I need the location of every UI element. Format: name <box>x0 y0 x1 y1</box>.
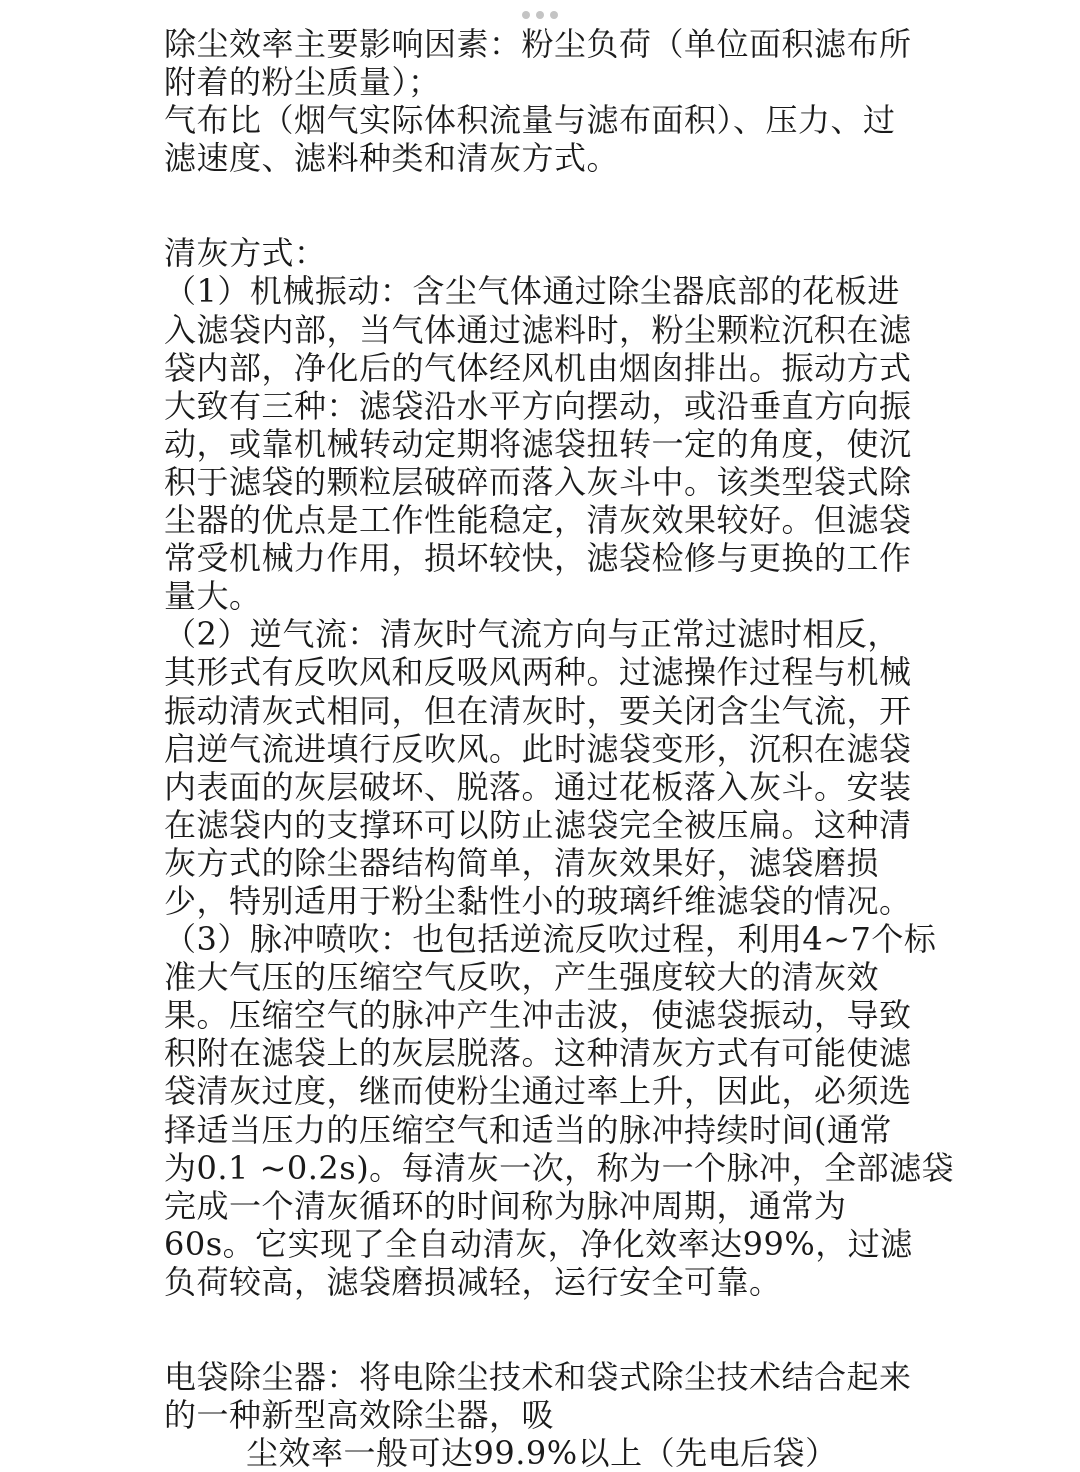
text-line: 在滤袋内的支撑环可以防止滤袋完全被压扁。这种清 <box>164 805 912 844</box>
paragraph-efficiency-factors <box>164 25 920 177</box>
text-line: 电袋除尘器：将电除尘技术和袋式除尘技术结合起来 <box>164 1358 912 1396</box>
text-line: 大致有三种：滤袋沿水平方向摆动，或沿垂直方向振 <box>164 386 912 425</box>
paragraph-mechanical-vibration <box>164 272 920 615</box>
document-body <box>164 25 955 1472</box>
text-line: 果。压缩空气的脉冲产生冲击波，使滤袋振动，导致 <box>164 996 912 1035</box>
text-line: （3）脉冲喷吹：也包括逆流反吹过程，利用4~7个标 <box>164 920 937 959</box>
paragraph-electrostatic-bag-filter <box>164 1358 920 1472</box>
text-line: 除尘效率主要影响因素：粉尘负荷（单位面积滤布所 <box>164 25 912 63</box>
section-heading-cleaning-methods: 清灰方式： <box>164 234 327 273</box>
text-line: 振动清灰式相同，但在清灰时，要关闭含尘气流，开 <box>164 691 912 730</box>
text-line: 为0.1 ~0.2s)。每清灰一次，称为一个脉冲，全部滤袋 <box>164 1148 955 1187</box>
handle-dot <box>522 11 530 19</box>
text-line: （2）逆气流：清灰时气流方向与正常过滤时相反， <box>164 615 900 654</box>
text-line: 灰方式的除尘器结构简单，清灰效果好，滤袋磨损 <box>164 843 880 882</box>
text-line: 常受机械力作用，损坏较快，滤袋检修与更换的工作 <box>164 539 912 578</box>
text-line: 滤速度、滤料种类和清灰方式。 <box>164 139 620 178</box>
text-line: 积于滤袋的颗粒层破碎而落入灰斗中。该类型袋式除 <box>164 462 912 501</box>
text-line: 袋清灰过度，继而使粉尘通过率上升，因此，必须选 <box>164 1072 912 1111</box>
spacer <box>164 1301 920 1358</box>
text-line: 动，或靠机械转动定期将滤袋扭转一定的角度，使沉 <box>164 424 912 463</box>
text-line: 少，特别适用于粉尘黏性小的玻璃纤维滤袋的情况。 <box>164 881 912 920</box>
text-line: 负荷较高，滤袋磨损减轻，运行安全可靠。 <box>164 1262 782 1301</box>
text-line: 附着的粉尘质量）； <box>164 63 441 102</box>
text-line: 的一种新型高效除尘器，吸 <box>164 1396 555 1435</box>
text-line: 择适当压力的压缩空气和适当的脉冲持续时间(通常 <box>164 1110 892 1149</box>
text-line: 尘效率一般可达99.9%以上（先电后袋） <box>246 1434 838 1472</box>
text-line: 其形式有反吹风和反吸风两种。过滤操作过程与机械 <box>164 653 912 692</box>
text-line: 内表面的灰层破坏、脱落。通过花板落入灰斗。安装 <box>164 767 912 806</box>
text-line: 准大气压的压缩空气反吹，产生强度较大的清灰效 <box>164 958 880 997</box>
text-line: 气布比（烟气实际体积流量与滤布面积）、压力、过 <box>164 101 896 140</box>
text-line: 积附在滤袋上的灰层脱落。这种清灰方式有可能使滤 <box>164 1034 912 1073</box>
text-line: 袋内部，净化后的气体经风机由烟囱排出。振动方式 <box>164 348 912 387</box>
paragraph-pulse-jet <box>164 920 955 1301</box>
text-line: 入滤袋内部，当气体通过滤料时，粉尘颗粒沉积在滤 <box>164 310 912 349</box>
spacer <box>164 177 920 234</box>
text-line: （1）机械振动：含尘气体通过除尘器底部的花板进 <box>164 272 900 311</box>
text-line: 量大。 <box>164 577 262 616</box>
handle-dot <box>550 11 558 19</box>
handle-dot <box>536 11 544 19</box>
paragraph-reverse-air <box>164 615 920 920</box>
text-line: 60s。它实现了全自动清灰，净化效率达99%，过滤 <box>164 1224 913 1263</box>
text-line: 尘器的优点是工作性能稳定，清灰效果较好。但滤袋 <box>164 501 912 540</box>
drag-handle[interactable] <box>522 9 558 21</box>
text-line: 完成一个清灰循环的时间称为脉冲周期，通常为 <box>164 1186 847 1225</box>
text-line: 启逆气流进填行反吹风。此时滤袋变形，沉积在滤袋 <box>164 729 912 768</box>
